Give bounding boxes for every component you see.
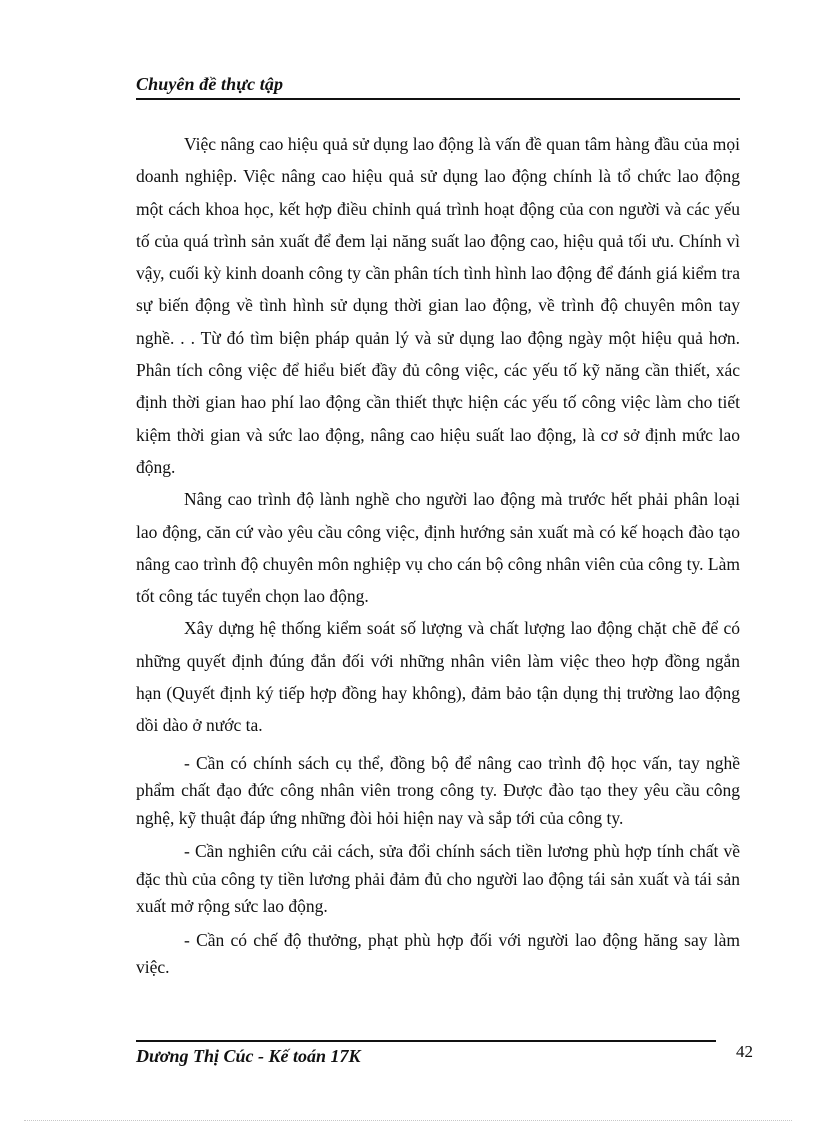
- body-text: [136, 128, 740, 982]
- paragraph: Xây dựng hệ thống kiểm soát số lượng và chất lượng lao động chặt chẽ để có những quyết định đúng đắn đối với những nhân viên làm việc theo hợp đồng ngắn hạn (Quyết định ký tiếp hợp đồng hay không), đảm bảo tận dụng thị trường lao động dồi dào ở nước ta.: [136, 618, 740, 736]
- bullet-item: - Cần có chính sách cụ thể, đồng bộ để nâng cao trình độ học vấn, tay nghề phẩm chất đạo đức công nhân viên trong công ty. Được đào tạo they yêu cầu công nghệ, kỹ thuật đáp ứng những đòi hỏi hiện nay và sắp tới của công ty.: [136, 752, 740, 828]
- paragraph: Nâng cao trình độ lành nghề cho người lao động mà trước hết phải phân loại lao động, căn cứ vào yêu cầu công việc, định hướng sản xuất mà có kế hoạch đào tạo nâng cao trình độ chuyên môn nghiệp vụ cho cán bộ công nhân viên của công ty. Làm tốt công tác tuyển chọn lao động.: [136, 489, 740, 607]
- page-number: 42: [736, 1042, 753, 1061]
- bullet-item: - Cần có chế độ thưởng, phạt phù hợp đối với người lao động hăng say làm việc.: [136, 929, 740, 978]
- header-title: Chuyên đề thực tập: [136, 74, 284, 94]
- footer-divider: [136, 1040, 716, 1042]
- page-edge-divider: [24, 1120, 792, 1121]
- bullet-item: - Cần nghiên cứu cải cách, sửa đổi chính sách tiền lương phù hợp tính chất về đặc thù của công ty tiền lương phải đảm đủ cho người lao động tái sản xuất và tái sản xuất mở rộng sức lao động.: [136, 841, 740, 917]
- page-header: [136, 72, 740, 100]
- paragraph: Việc nâng cao hiệu quả sử dụng lao động là vấn đề quan tâm hàng đầu của mọi doanh nghiệp. Việc nâng cao hiệu quả sử dụng lao động chính là tổ chức lao động một cách khoa học, kết hợp điều chỉnh quá trình hoạt động của con người và các yếu tố của quá trình sản xuất để đem lại năng suất lao động cao, hiệu quả tối ưu. Chính vì vậy, cuối kỳ kinh doanh công ty cần phân tích tình hình lao động để đánh giá kiểm tra sự biến động về tình hình sử dụng thời gian lao động, về trình độ chuyên môn tay nghề. . . Từ đó tìm biện pháp quản lý và sử dụng lao động ngày một hiệu quả hơn. Phân tích công việc để hiểu biết đầy đủ công việc, các yếu tố kỹ năng cần thiết, xác định thời gian hao phí lao động cần thiết thực hiện các yếu tố công việc làm cho tiết kiệm thời gian và sức lao động, nâng cao hiệu suất lao động, là cơ sở định mức lao động.: [136, 134, 740, 477]
- footer-author: Dương Thị Cúc - Kế toán 17K: [136, 1046, 361, 1066]
